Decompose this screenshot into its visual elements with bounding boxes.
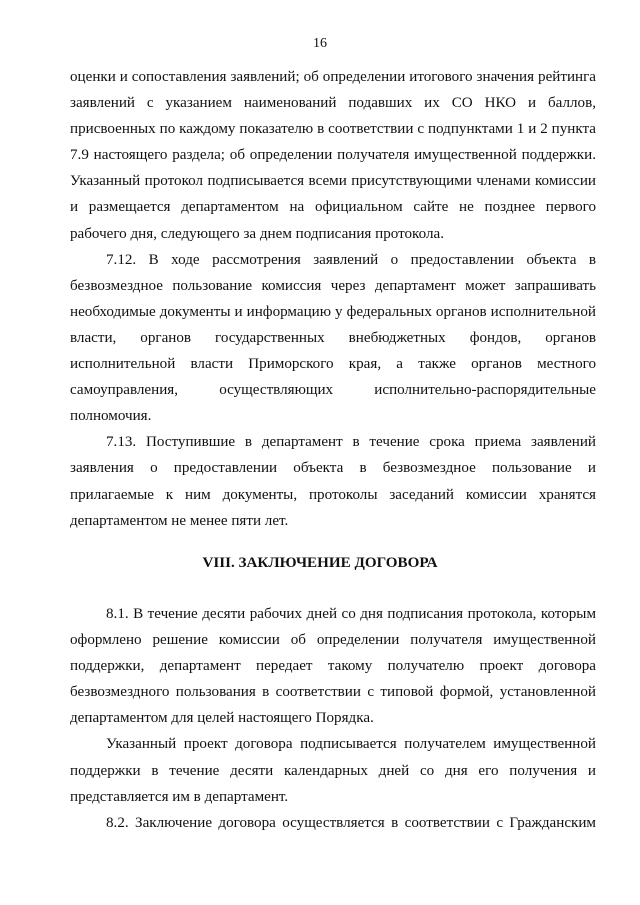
paragraph-7-13: 7.13. Поступившие в департамент в течение срока приема заявлений заявления о предоставлении объекта в безвозмездное пользование и прилагаемые к ним документы, протоколы заседаний комиссии хранятся департаментом не менее пяти лет.: [70, 434, 596, 529]
paragraph-8-1: 8.1. В течение десяти рабочих дней со дня подписания протокола, которым оформлено решение комиссии об определении получателя имущественной поддержки, департамент передает такому получателю проект договора безвозмездного пользования в соответствии с типовой формой, установленной департаментом для целей настоящего Порядка.: [70, 606, 596, 727]
paragraph-8-1-signing: Указанный проект договора подписывается получателем имущественной поддержки в течение десяти календарных дней со дня его получения и представляется им в департамент.: [70, 736, 596, 805]
section8-body: [70, 601, 596, 836]
paragraph-8-2: 8.2. Заключение договора осуществляется в соответствии с Гражданским: [106, 814, 596, 831]
page-number: 16: [313, 36, 327, 51]
section7-continuation: [70, 64, 596, 534]
paragraph-7-12: 7.12. В ходе рассмотрения заявлений о предоставлении объекта в безвозмездное пользование комиссия через департамент может запрашивать необходимые документы и информацию у федеральных органов исполнительной власти, органов государственных внебюджетных фондов, органов исполнительной власти Приморского края, а также органов местного самоуправления, осуществляющих исполнительно-распорядительные полномочия.: [70, 251, 596, 425]
section-heading: VIII. ЗАКЛЮЧЕНИЕ ДОГОВОРА: [202, 555, 438, 571]
paragraph-protocol: оценки и сопоставления заявлений; об определении итогового значения рейтинга заявлений с указанием наименований подавших их СО НКО и баллов, присвоенных по каждому показателю в соответствии с подпунктами 1 и 2 пункта 7.9 настоящего раздела; об определении получателя имущественной поддержки. Указанный протокол подписывается всеми присутствующими членами комиссии и размещается департаментом на официальном сайте не позднее первого рабочего дня, следующего за днем подписания протокола.: [70, 69, 596, 242]
